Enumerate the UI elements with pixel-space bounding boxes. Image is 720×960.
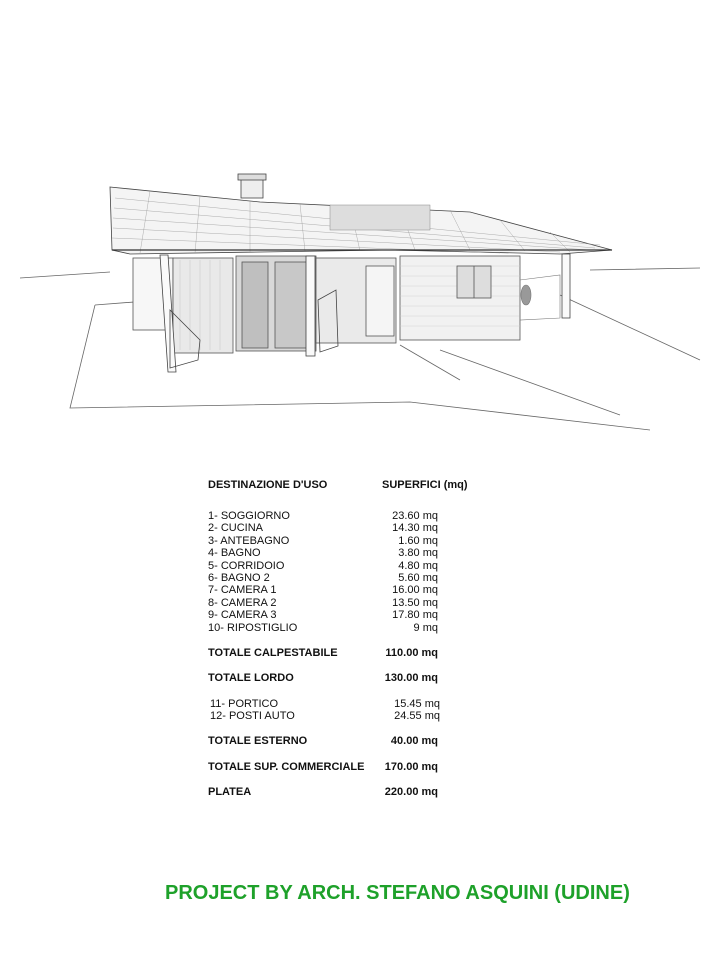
project-credit: PROJECT BY ARCH. STEFANO ASQUINI (UDINE) xyxy=(165,882,630,904)
room-row xyxy=(208,597,508,609)
room-row xyxy=(208,584,508,596)
header-area: SUPERFICI (mq) xyxy=(382,479,468,491)
room-label: 7- CAMERA 1 xyxy=(208,584,277,597)
room-label: 10- RIPOSTIGLIO xyxy=(208,621,298,634)
total-value: 170.00 mq xyxy=(384,760,438,773)
room-value: 9 mq xyxy=(413,621,438,634)
external-value: 15.45 mq xyxy=(394,697,440,710)
room-value: 3.80 mq xyxy=(398,547,438,560)
total-label: TOTALE ESTERNO xyxy=(208,735,308,748)
room-label: 9- CAMERA 3 xyxy=(208,609,277,622)
external-row xyxy=(208,698,508,710)
room-value: 16.00 mq xyxy=(392,584,438,597)
chimney xyxy=(238,174,266,198)
room-label: 5- CORRIDOIO xyxy=(208,559,285,572)
totale-calpestabile-row xyxy=(208,647,508,659)
totale-lordo-row xyxy=(208,672,508,684)
room-row xyxy=(208,609,508,621)
room-label: 2- CUCINA xyxy=(208,522,264,535)
area-schedule xyxy=(208,478,508,799)
room-label: 3- ANTEBAGNO xyxy=(208,534,290,547)
room-row xyxy=(208,510,508,522)
walls xyxy=(133,256,520,353)
room-row xyxy=(208,547,508,559)
room-label: 8- CAMERA 2 xyxy=(208,596,277,609)
platea-row xyxy=(208,786,508,798)
header-use: DESTINAZIONE D'USO xyxy=(208,479,328,491)
room-row xyxy=(208,535,508,547)
total-label: TOTALE CALPESTABILE xyxy=(208,646,338,659)
totale-commerciale-row xyxy=(208,761,508,773)
total-value: 110.00 mq xyxy=(385,646,438,659)
total-label: PLATEA xyxy=(208,786,252,799)
room-label: 4- BAGNO xyxy=(208,547,261,560)
external-label: 11- PORTICO xyxy=(210,697,279,710)
room-label: 6- BAGNO 2 xyxy=(208,571,270,584)
total-value: 130.00 mq xyxy=(384,672,438,685)
total-value: 40.00 mq xyxy=(390,735,438,748)
room-value: 17.80 mq xyxy=(392,609,438,622)
room-row xyxy=(208,522,508,534)
total-label: TOTALE LORDO xyxy=(208,672,294,685)
schedule-header xyxy=(208,478,508,492)
total-label: TOTALE SUP. COMMERCIALE xyxy=(208,760,365,773)
house-perspective-drawing xyxy=(0,150,720,450)
room-row xyxy=(208,572,508,584)
room-row xyxy=(208,560,508,572)
external-value: 24.55 mq xyxy=(394,710,440,723)
room-label: 1- SOGGIORNO xyxy=(208,510,290,522)
room-row xyxy=(208,622,508,634)
external-label: 12- POSTI AUTO xyxy=(210,710,295,723)
total-value: 220.00 mq xyxy=(384,786,438,799)
room-value: 4.80 mq xyxy=(398,559,438,572)
totale-esterno-row xyxy=(208,735,508,747)
room-value: 1.60 mq xyxy=(398,534,438,547)
room-value: 23.60 mq xyxy=(392,510,438,522)
carport xyxy=(520,275,560,320)
room-value: 5.60 mq xyxy=(398,571,438,584)
external-row xyxy=(208,710,508,722)
roof xyxy=(110,187,612,254)
room-value: 14.30 mq xyxy=(392,522,438,535)
room-value: 13.50 mq xyxy=(392,596,438,609)
